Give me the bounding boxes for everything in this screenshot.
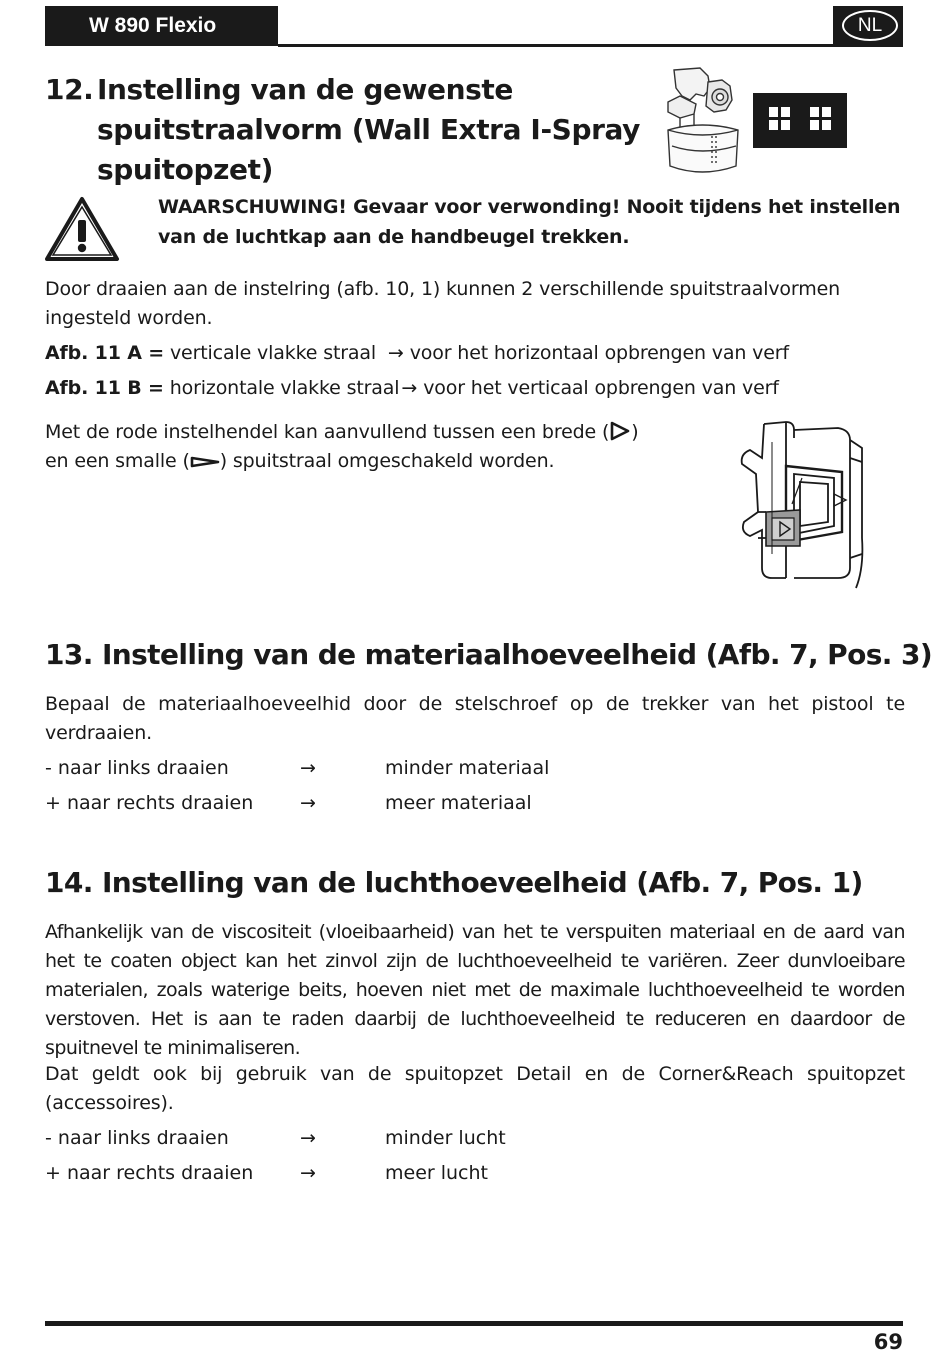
- row-result: minder materiaal: [385, 757, 550, 779]
- section-14-paragraph-1: Afhankelijk van de viscositeit (vloeibaarheid) van het te verspuiten materiaal en de aard van het te coaten object kan het zinvol zijn de luchthoeveelheid te variëren. Zeer dunvloeibare materialen, zoals waterige beits, hoeven niet met de maximale luchthoeveelheid te worden verstoven. Het is aan te raden daarbij de luchthoeveelheid te reduceren en daardoor de spuitnevel te minimaliseren.: [45, 921, 905, 1059]
- lever-text-part4: ) spuitstraal omgeschakeld worden.: [219, 450, 555, 472]
- lever-text-part3: en een smalle (: [45, 450, 190, 472]
- spray-pattern-icon: [753, 93, 847, 148]
- section-12-number: 12.: [45, 73, 94, 106]
- section-13-intro: Bepaal de materiaalhoeveelhid door de stelschroef op de trekker van het pistool te verdraaien.: [45, 693, 905, 744]
- warning-line2: van de luchtkap aan de handbeugel trekken.: [158, 226, 630, 248]
- row-action: + naar rechts draaien: [45, 792, 254, 814]
- afb-11b-line: [45, 374, 905, 403]
- row-action: + naar rechts draaien: [45, 1162, 254, 1184]
- arrow-right-icon: →: [300, 757, 316, 779]
- narrow-spray-icon: [190, 454, 220, 470]
- section-13-heading: 13. Instelling van de materiaalhoeveelheid (Afb. 7, Pos. 3): [45, 638, 933, 671]
- header-rule: [278, 44, 903, 47]
- warning-line1: WAARSCHUWING! Gevaar voor verwonding! Nooit tijdens het instellen: [158, 196, 901, 218]
- afb-11a-result: voor het horizontaal opbrengen van verf: [409, 342, 789, 364]
- row-action: - naar links draaien: [45, 757, 229, 779]
- air-cap-lever-illustration: [738, 418, 868, 596]
- row-result: meer lucht: [385, 1162, 488, 1184]
- header-model-label: W 890 Flexio: [45, 6, 278, 46]
- section-14-heading: 14. Instelling van de luchthoeveelheid (Afb. 7, Pos. 1): [45, 866, 863, 899]
- section-14-paragraph-2: Dat geldt ook bij gebruik van de spuitopzet Detail en de Corner&Reach spuitopzet (accessoires).: [45, 1063, 905, 1114]
- spray-attachment-illustration: [660, 66, 744, 178]
- afb-11a-line: [45, 339, 905, 368]
- arrow-right-icon: →: [401, 377, 418, 399]
- footer-rule: [45, 1321, 903, 1326]
- arrow-right-icon: →: [300, 1127, 316, 1149]
- afb-11a-label: Afb. 11 A =: [45, 342, 165, 364]
- arrow-right-icon: →: [387, 342, 404, 364]
- section-12-title-line2: spuitstraalvorm (Wall Extra I-Spray: [97, 113, 640, 146]
- row-result: meer materiaal: [385, 792, 532, 814]
- section-12-title-line3: spuitopzet): [97, 153, 273, 186]
- language-badge: NL: [842, 10, 898, 41]
- section-12-title-line1: Instelling van de gewenste: [97, 73, 513, 106]
- afb-11b-text: horizontale vlakke straal: [163, 377, 400, 399]
- arrow-right-icon: →: [300, 792, 316, 814]
- warning-message: [158, 192, 918, 252]
- section-12-intro: Door draaien aan de instelring (afb. 10, 1) kunnen 2 verschillende spuitstraalvormen ingesteld worden.: [45, 278, 841, 329]
- row-result: minder lucht: [385, 1127, 506, 1149]
- afb-11b-result: voor het verticaal opbrengen van verf: [423, 377, 779, 399]
- wide-spray-icon: [609, 421, 631, 441]
- lever-description: [45, 418, 695, 476]
- section-12-heading: [45, 70, 640, 190]
- arrow-right-icon: →: [300, 1162, 316, 1184]
- row-action: - naar links draaien: [45, 1127, 229, 1149]
- page-number: 69: [873, 1330, 903, 1354]
- lever-text-part1: Met de rode instelhendel kan aanvullend tussen een brede (: [45, 421, 610, 443]
- afb-11a-text: verticale vlakke straal: [164, 342, 377, 364]
- lever-text-part2: ): [631, 421, 639, 443]
- afb-11b-label: Afb. 11 B =: [45, 377, 164, 399]
- warning-triangle-icon: [44, 196, 120, 262]
